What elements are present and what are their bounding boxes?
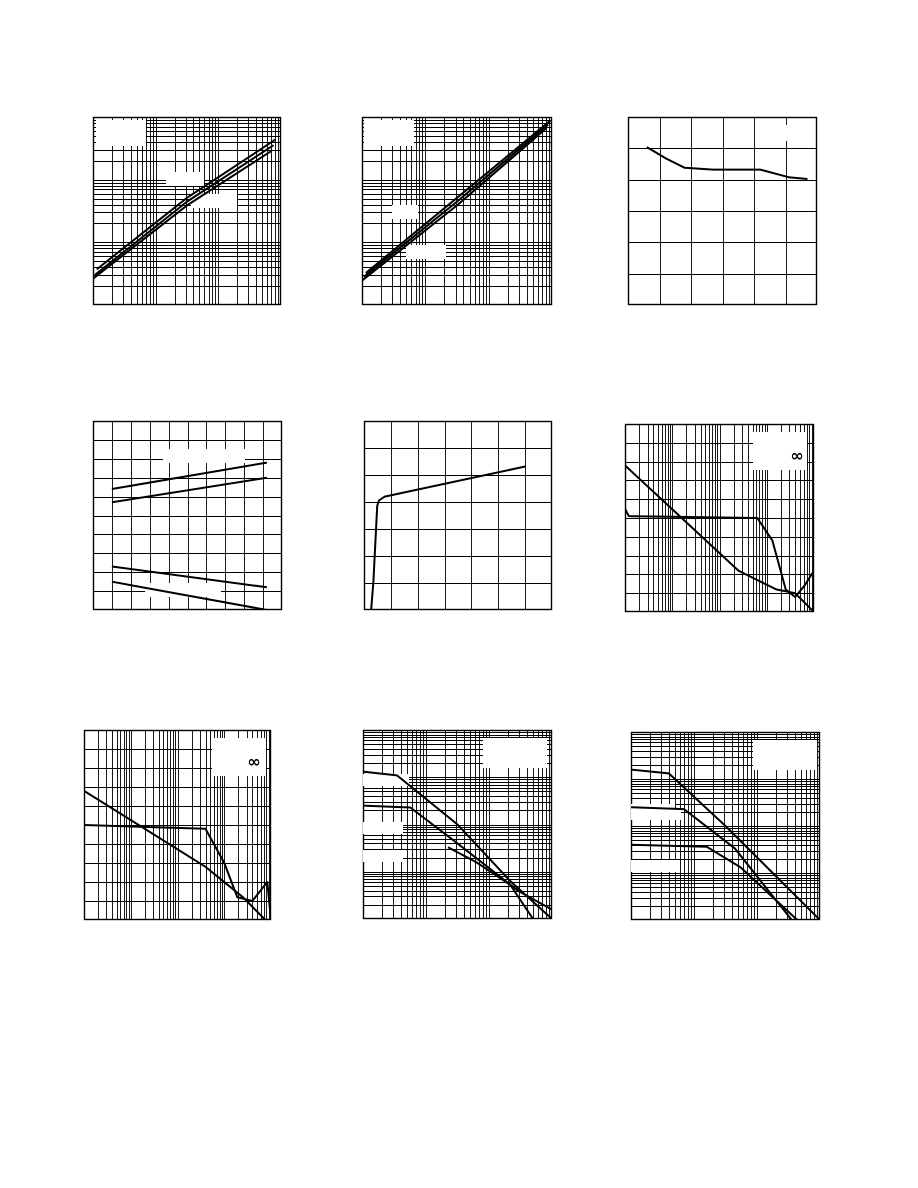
chart-3-legend-box-1 <box>756 125 808 141</box>
chart-6-plot <box>625 424 814 612</box>
chart-8-legend-box-3 <box>363 822 403 834</box>
chart-5-series-1 <box>370 466 526 629</box>
chart-9-legend-box-4 <box>631 860 677 872</box>
chart-1-series-3 <box>93 151 272 279</box>
chart-8-legend-box-1 <box>483 738 547 768</box>
chart-3-grid <box>628 117 817 305</box>
chart-1-legend-box-2 <box>166 172 204 186</box>
chart-9-plot <box>631 732 820 920</box>
chart-4-series-2 <box>112 478 267 503</box>
chart-9-legend-box-1 <box>753 740 817 770</box>
chart-3-plot <box>628 117 817 305</box>
chart-1-legend-box-1 <box>96 120 146 146</box>
chart-panel-6 <box>625 424 814 612</box>
chart-panel-4 <box>93 421 282 610</box>
chart-2-plot <box>362 117 552 305</box>
chart-6-infinity-symbol: ∞ <box>790 446 804 465</box>
chart-4-legend-box-1 <box>163 449 245 463</box>
chart-3-series-1 <box>647 147 808 179</box>
chart-panel-1 <box>93 117 281 305</box>
chart-5-plot <box>364 421 552 610</box>
chart-4-plot <box>93 421 282 610</box>
chart-panel-9 <box>631 732 820 920</box>
chart-9-legend-box-3 <box>631 810 681 820</box>
chart-2-legend-box-3 <box>406 245 446 259</box>
chart-9-series-3 <box>631 845 797 920</box>
chart-panel-7 <box>84 730 271 920</box>
chart-2-legend-box-1 <box>364 120 414 146</box>
chart-panel-5 <box>364 421 552 610</box>
chart-1-legend-box-3 <box>191 194 237 208</box>
chart-8-legend-box-4 <box>363 850 403 862</box>
chart-7-infinity-symbol: ∞ <box>247 752 261 771</box>
chart-5-frame <box>365 422 552 610</box>
chart-1-plot <box>93 117 281 305</box>
chart-8-plot <box>363 730 552 919</box>
chart-7-plot <box>84 730 271 920</box>
chart-2-series-2 <box>364 125 548 277</box>
chart-3-frame <box>629 118 817 305</box>
chart-panel-2 <box>362 117 552 305</box>
chart-4-series-1 <box>112 463 267 489</box>
chart-8-series-3 <box>448 847 533 919</box>
chart-panel-3 <box>628 117 817 305</box>
chart-2-legend-box-2 <box>392 205 418 219</box>
chart-5-grid <box>364 421 552 610</box>
chart-panel-8 <box>363 730 552 919</box>
